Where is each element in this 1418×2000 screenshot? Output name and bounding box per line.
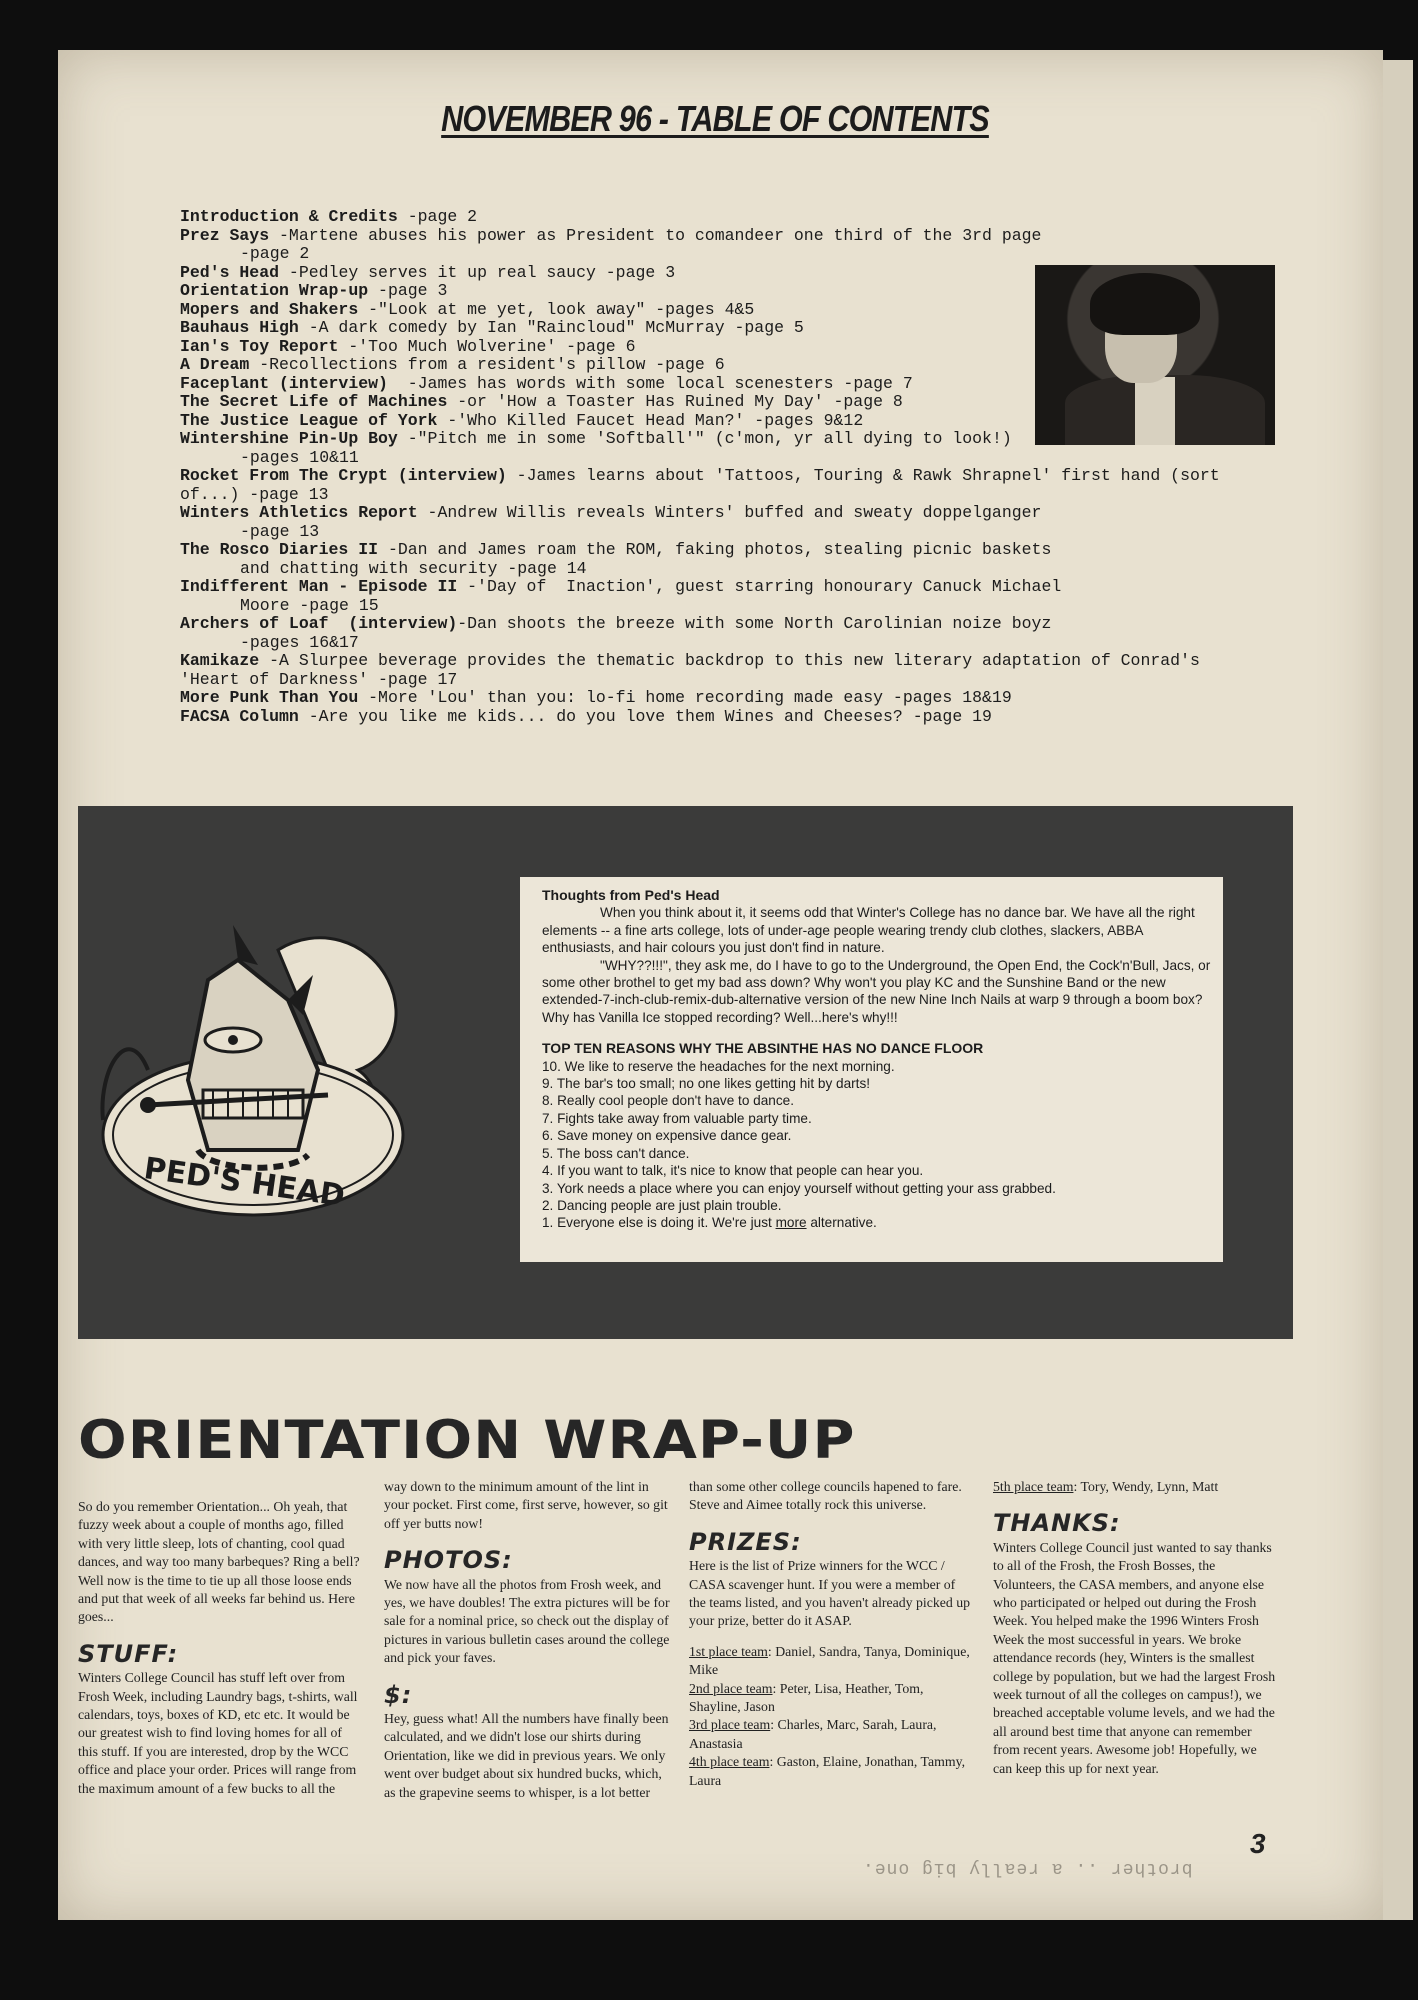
- toc-entry: Introduction & Credits -page 2: [180, 207, 478, 226]
- thoughts-title: Thoughts from Ped's Head: [542, 887, 720, 903]
- top-ten-item: 6. Save money on expensive dance gear.: [542, 1128, 792, 1144]
- prize-team: 5th place team: Tory, Wendy, Lynn, Matt: [993, 1479, 1219, 1494]
- toc-entry: Mopers and Shakers -"Look at me yet, look away" -pages 4&5: [180, 299, 755, 319]
- toc-entry-cont: Moore -page 15: [240, 595, 379, 615]
- thanks-text: Winters College Council just wanted to say thanks to all of the Frosh, the Frosh Bosses, the Volunteers, the CASA members, and anyone else who participated or helped out during the Frosh Week. You helped make the 1996 Winters Frosh Week the most successful in years. We broke attendance records (hey, Winters is the smallest college by population, but we had the largest Frosh week turnout of all the colleges on campus!), we breached acceptable volume levels, and we had the all around best time that anyone can remember from recent years. Awesome job! Hopefully, we can keep this up for next year.: [993, 1539, 1276, 1776]
- svg-text:PED'S HEAD: PED'S HEAD: [141, 1151, 347, 1215]
- column-1: [78, 1498, 364, 1798]
- toc-entry: Ian's Toy Report -'Too Much Wolverine' -page 6: [180, 336, 636, 356]
- top-ten-title: TOP TEN REASONS WHY THE ABSINTHE HAS NO DANCE FLOOR: [542, 1040, 984, 1057]
- toc-entry-cont: -pages 16&17: [240, 632, 359, 652]
- toc-entry: Rocket From The Crypt (interview) -James learns about 'Tattoos, Touring & Rawk Shrapnel' first hand (sort of...) -page 13: [180, 466, 1230, 504]
- toc-title: NOVEMBER 96 - TABLE OF CONTENTS: [441, 98, 989, 139]
- toc-entry: Prez Says -Martene abuses his power as President to comandeer one third of the 3rd page: [180, 225, 1042, 245]
- toc-entry: The Rosco Diaries II -Dan and James roam the ROM, faking photos, stealing picnic baskets: [180, 540, 1052, 559]
- top-ten-item: 9. The bar's too small; no one likes getting hit by darts!: [542, 1076, 871, 1092]
- thanks-heading: THANKS:: [993, 1509, 1121, 1538]
- toc-entry: Archers of Loaf (interview)-Dan shoots the breeze with some North Carolinian noize boyz: [180, 614, 1052, 633]
- prize-team: 2nd place team: Peter, Lisa, Heather, Tom, Shayline, Jason: [689, 1680, 924, 1715]
- toc-entry: Indifferent Man - Episode II -'Day of Inaction', guest starring honourary Canuck Michael: [180, 577, 1062, 596]
- stuff-text-cont: way down to the minimum amount of the lint in your pocket. First come, first serve, however, so git off yer butts now!: [384, 1479, 668, 1531]
- toc-entry-cont: and chatting with security -page 14: [240, 558, 587, 578]
- column-2: [384, 1478, 670, 1802]
- prize-team: 1st place team: Daniel, Sandra, Tanya, Dominique, Mike: [689, 1643, 970, 1678]
- bleed-through-text: brother .. a really big one.: [862, 1858, 1193, 1878]
- page-number: 3: [1250, 1828, 1266, 1859]
- top-ten-item: 8. Really cool people don't have to dance.: [542, 1093, 794, 1109]
- column-3: [689, 1478, 975, 1790]
- toc-entry: Orientation Wrap-up -page 3: [180, 281, 448, 300]
- money-text-cont: than some other college councils hapened to fare. Steve and Aimee totally rock this universe.: [689, 1479, 962, 1513]
- top-ten-item: 5. The boss can't dance.: [542, 1145, 690, 1161]
- toc-entry-cont: -page 13: [240, 521, 320, 541]
- money-heading: $:: [384, 1680, 413, 1709]
- top-ten-item: 10. We like to reserve the headaches for the next morning.: [542, 1058, 895, 1074]
- toc-entry: The Secret Life of Machines -or 'How a Toaster Has Ruined My Day' -page 8: [180, 392, 903, 411]
- orientation-title: ORIENTATION WRAP-UP: [78, 1410, 856, 1471]
- prize-team-5: [993, 1478, 1279, 1496]
- thoughts-paragraph: When you think about it, it seems odd that Winter's College has no dance bar. We have all the right elements -- a fine arts college, lots of under-age people wearing trendy club clothes, slackers, ABBA enthusiasts, and hair colours you just don't find in nature.: [542, 905, 1195, 956]
- prizes-heading: PRIZES:: [689, 1527, 802, 1556]
- toc-entry: Bauhaus High -A dark comedy by Ian "Raincloud" McMurray -page 5: [180, 318, 804, 337]
- toc-entry: Faceplant (interview) -James has words with some local scenesters -page 7: [180, 373, 913, 393]
- toc-entry: A Dream -Recollections from a resident's pillow -page 6: [180, 355, 725, 374]
- toc-entry: Ped's Head -Pedley serves it up real saucy -page 3: [180, 262, 676, 282]
- prize-team: 3rd place team: Charles, Marc, Sarah, Laura, Anastasia: [689, 1717, 937, 1751]
- thoughts-box: [520, 877, 1223, 1262]
- intro-text: So do you remember Orientation... Oh yeah, that fuzzy week about a couple of months ago, filled with very little sleep, lots of chanting, cool quad dances, and way too many barbeques? Ring a bell? Well now is the time to tie up all those loose ends and put that week of all weeks far behind us. Here goes...: [78, 1499, 360, 1625]
- money-text: Hey, guess what! All the numbers have finally been calculated, and we didn't lose our shirts during Orientation, like we did in previous years. We only went over budget about six hundred bucks, which, as the grapevine seems to whisper, is a lot better: [384, 1711, 669, 1800]
- photos-text: We now have all the photos from Frosh week, and yes, we have doubles! The extra pictures will be for sale for a nominal price, so check out the display of pictures in various bulletin cases around the college and pick your faves.: [384, 1576, 670, 1666]
- stuff-text: Winters College Council has stuff left over from Frosh Week, including Laundry bags, t-shirts, wall calendars, toys, boxes of KD, etc etc. It would be our greatest wish to find loving homes for all of this stuff. If you are interested, drop by the WCC office and place your order. Prices will range from the maximum amount of a few bucks to all the: [78, 1670, 358, 1796]
- portrait-photo: [1035, 265, 1275, 445]
- toc-entry-cont: -pages 10&11: [240, 447, 359, 467]
- toc-entry: Kamikaze -A Slurpee beverage provides the thematic backdrop to this new literary adaptation of Conrad's 'Heart of Darkness' -page 17: [180, 651, 1210, 689]
- prize-teams: [689, 1643, 975, 1790]
- toc-entry: The Justice League of York -'Who Killed Faucet Head Man?' -pages 9&12: [180, 410, 864, 430]
- photos-heading: PHOTOS:: [384, 1546, 513, 1575]
- top-ten-item: 1. Everyone else is doing it. We're just more alternative.: [542, 1215, 877, 1231]
- toc-entry-cont: -page 2: [240, 244, 310, 263]
- toc-entry: FACSA Column -Are you like me kids... do you love them Wines and Cheeses? -page 19: [180, 706, 992, 726]
- top-ten-item: 4. If you want to talk, it's nice to know that people can hear you.: [542, 1163, 924, 1179]
- top-ten-item: 2. Dancing people are just plain trouble.: [542, 1197, 782, 1213]
- thoughts-paragraph: "WHY??!!!", they ask me, do I have to go to the Underground, the Open End, the Cock'n'Bull, Jacs, or some other brothel to get my bad ass down? Why won't you play KC and the Sunshine Band or the new extended-7-inch-club-remix-dub-alternative version of the new Nine Inch Nails at warp 9 through a boom box? Why has Vanilla Ice stopped recording? Well...here's why!!!: [542, 957, 1211, 1025]
- top-ten-item: 7. Fights take away from valuable party time.: [542, 1110, 812, 1126]
- column-4: [993, 1478, 1279, 1778]
- toc-entry: Wintershine Pin-Up Boy -"Pitch me in some 'Softball'" (c'mon, yr all dying to look!): [180, 429, 1012, 448]
- prizes-text: Here is the list of Prize winners for the WCC / CASA scavenger hunt. If you were a member of the teams listed, and you haven't already picked up your prize, better do it ASAP.: [689, 1558, 971, 1629]
- top-ten-list: [542, 1058, 1211, 1215]
- toc-entry: More Punk Than You -More 'Lou' than you: lo-fi home recording made easy -pages 18&19: [180, 688, 1012, 707]
- toc-entry: Winters Athletics Report -Andrew Willis reveals Winters' buffed and sweaty doppelganger: [180, 503, 1042, 522]
- top-ten-item: 3. York needs a place where you can enjoy yourself without getting your ass grabbed.: [542, 1180, 1056, 1196]
- stuff-heading: STUFF:: [78, 1639, 179, 1668]
- peds-head-logo: [88, 920, 428, 1230]
- prize-team: 4th place team: Gaston, Elaine, Jonathan, Tammy, Laura: [689, 1754, 966, 1788]
- page-edge: [1383, 60, 1413, 1920]
